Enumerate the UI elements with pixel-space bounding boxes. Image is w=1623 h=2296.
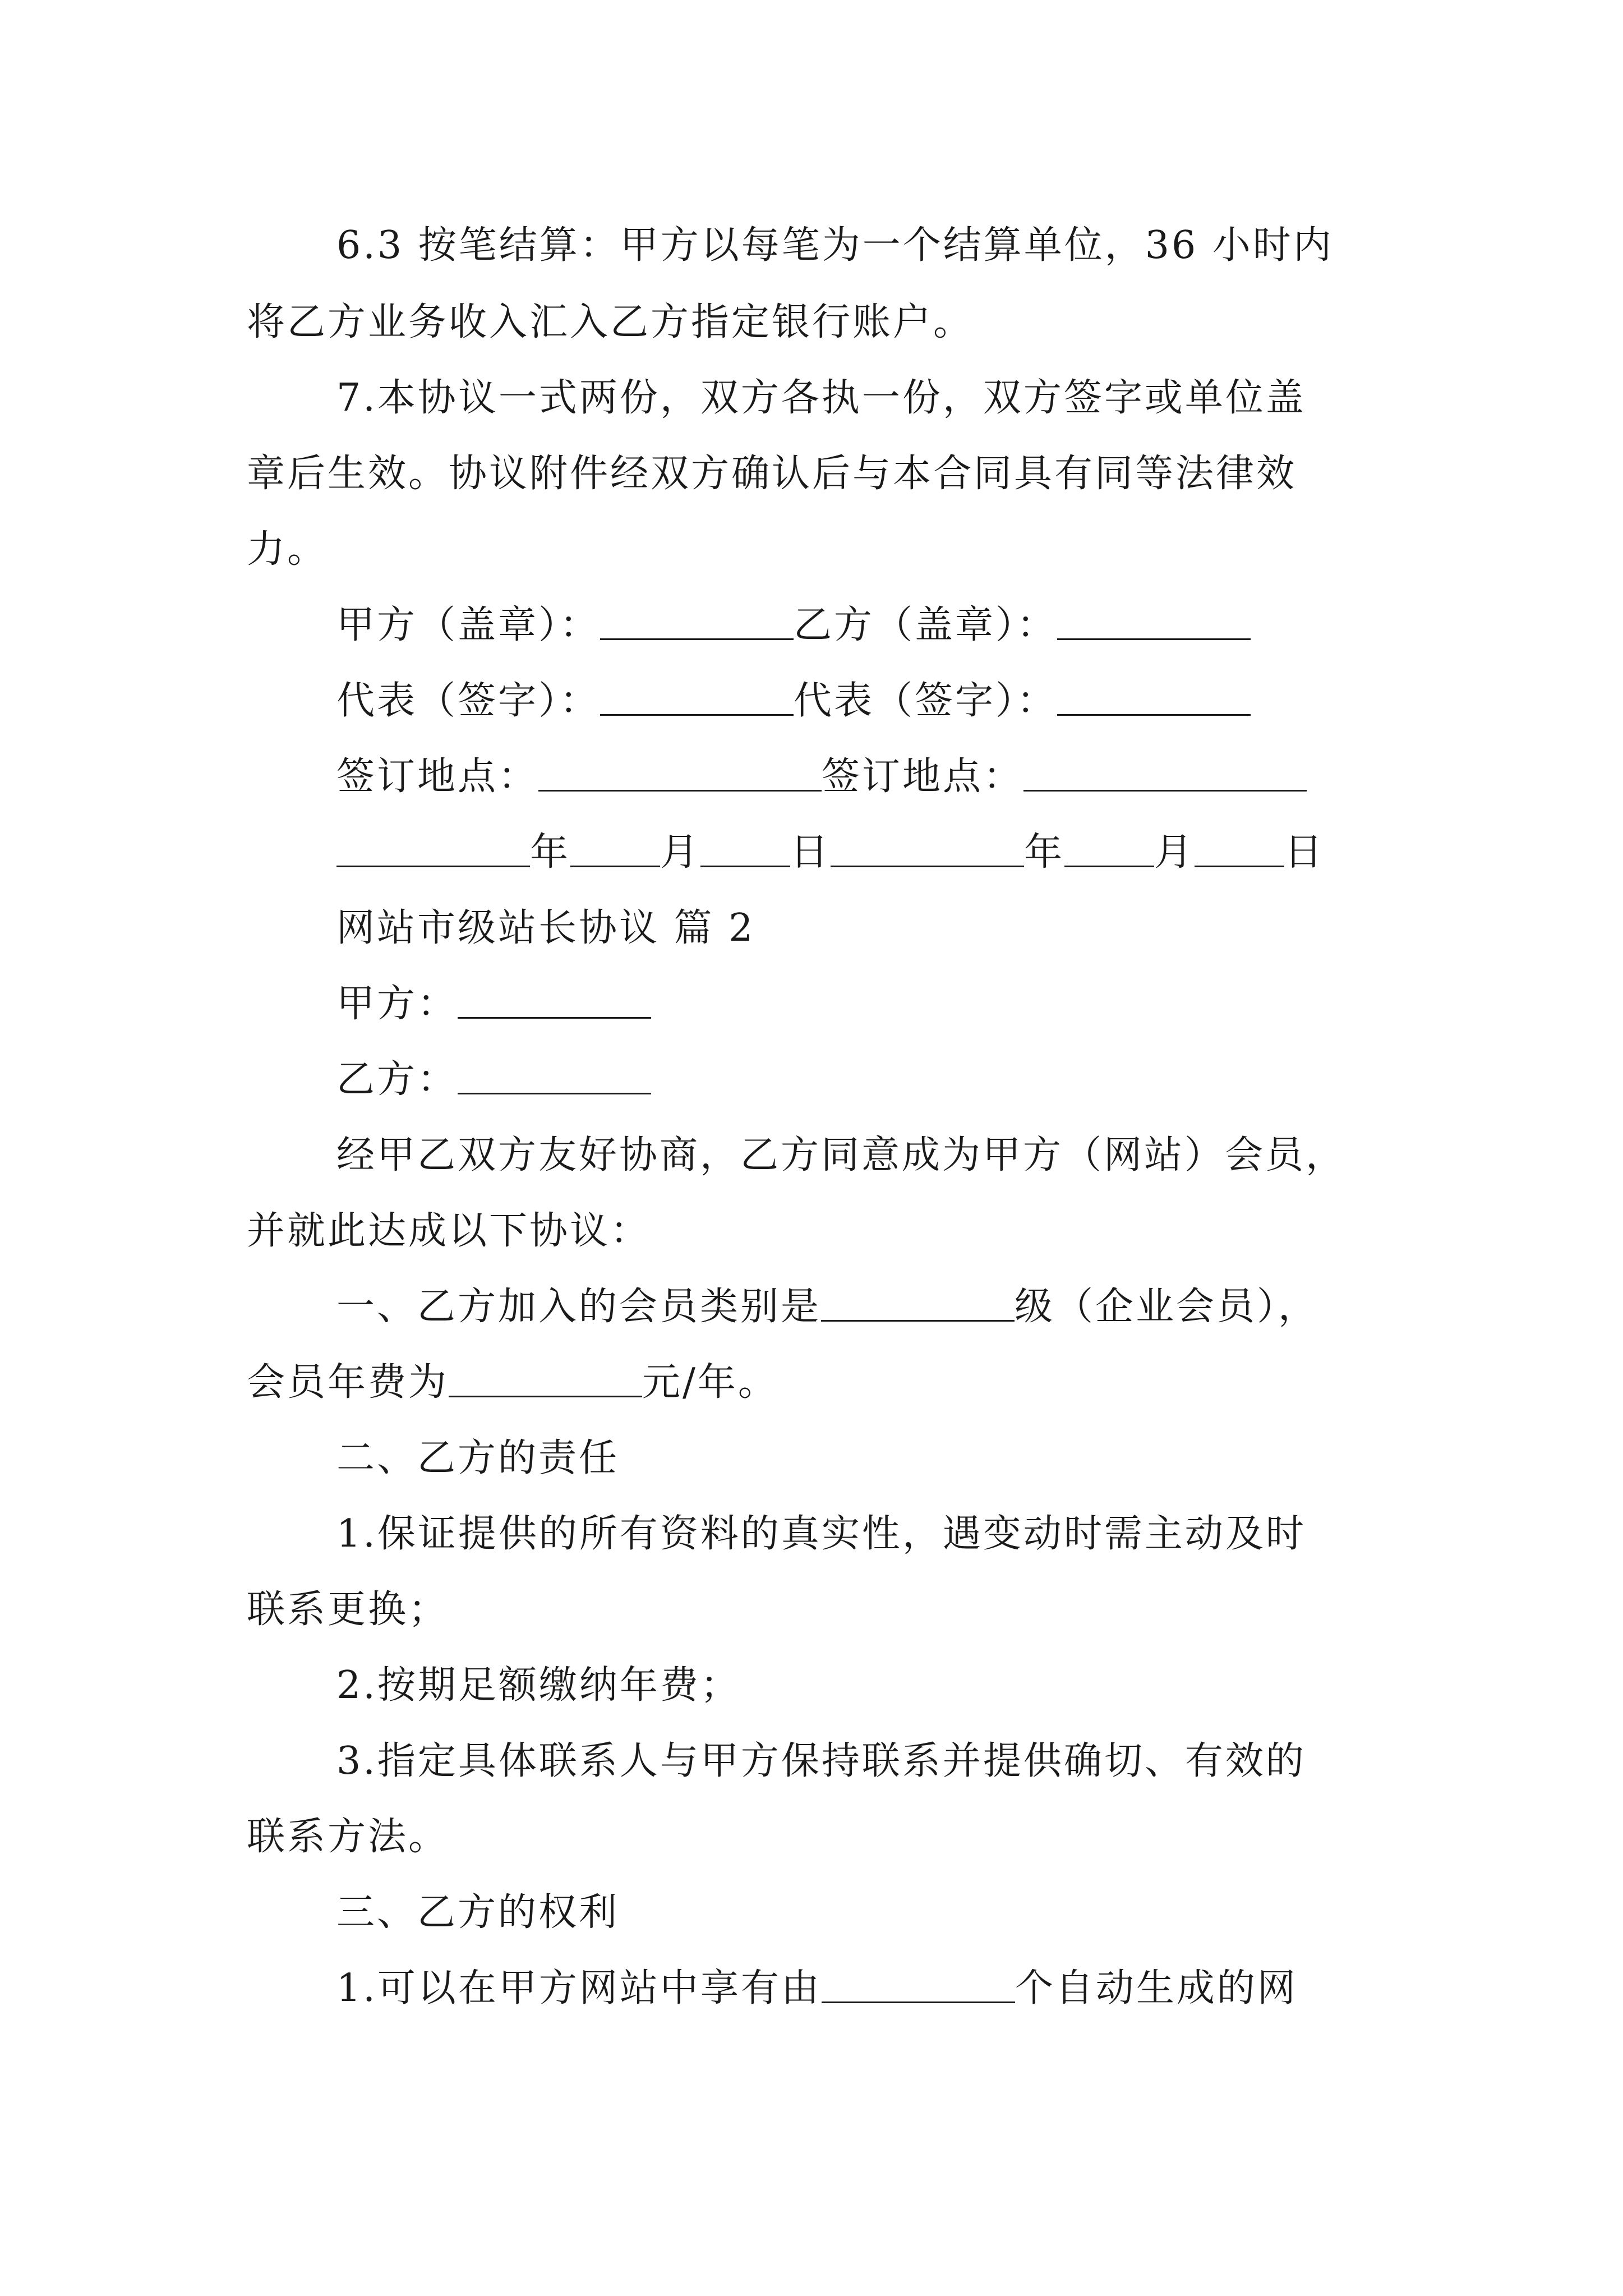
party-a-place-blank[interactable] bbox=[538, 756, 822, 792]
clause-1-line-1 bbox=[0, 1279, 1623, 1335]
responsibility-1-line-2: 联系更换； bbox=[247, 1588, 449, 1632]
intro-line-2: 并就此达成以下协议： bbox=[247, 1209, 651, 1253]
signature-rep-row bbox=[0, 673, 1623, 729]
party-a-rep-label: 代表（签字）： bbox=[336, 679, 601, 723]
clause-1-text-pre: 一、乙方加入的会员类别是 bbox=[336, 1285, 822, 1329]
party-a-row bbox=[0, 976, 1623, 1032]
party-b-day-blank[interactable] bbox=[1195, 832, 1284, 867]
right-1-line-1 bbox=[0, 1961, 1623, 2017]
year-label: 年 bbox=[1024, 830, 1065, 875]
year-label: 年 bbox=[530, 830, 571, 875]
day-label: 日 bbox=[1284, 830, 1325, 875]
responsibility-3-line-2: 联系方法。 bbox=[247, 1815, 449, 1859]
signing-place-row bbox=[0, 749, 1623, 805]
month-label: 月 bbox=[660, 830, 701, 875]
party-b-place-label: 签订地点： bbox=[822, 754, 1024, 799]
party-b-rep-label: 代表（签字）： bbox=[794, 679, 1058, 723]
paragraph-7-line-1: 7.本协议一式两份，双方各执一份，双方签字或单位盖 bbox=[336, 376, 1306, 420]
right-1-text-post: 个自动生成的网 bbox=[1015, 1966, 1298, 2010]
annual-fee-blank[interactable] bbox=[449, 1362, 642, 1397]
right-1-text-pre: 1.可以在甲方网站中享有由 bbox=[336, 1966, 822, 2010]
party-b-row bbox=[0, 1052, 1623, 1108]
clause-1-line-2 bbox=[0, 1355, 1623, 1411]
party-b-blank[interactable] bbox=[458, 1059, 651, 1094]
signature-seal-row bbox=[0, 597, 1623, 654]
month-label: 月 bbox=[1154, 830, 1195, 875]
clause-1-text-post: 级（企业会员）， bbox=[1015, 1285, 1319, 1329]
party-b-year-blank[interactable] bbox=[831, 832, 1024, 867]
party-a-rep-blank[interactable] bbox=[600, 680, 794, 716]
auto-generated-count-blank[interactable] bbox=[822, 1968, 1015, 2003]
paragraph-6-3-line-1: 6.3 按笔结算：甲方以每笔为一个结算单位，36 小时内 bbox=[336, 223, 1334, 268]
section-2-title: 网站市级站长协议 篇 2 bbox=[336, 906, 755, 950]
paragraph-6-3-line-2: 将乙方业务收入汇入乙方指定银行账户。 bbox=[247, 300, 974, 344]
party-a-day-blank[interactable] bbox=[700, 832, 790, 867]
party-a-month-blank[interactable] bbox=[570, 832, 660, 867]
responsibility-2: 2.按期足额缴纳年费； bbox=[336, 1663, 741, 1708]
party-b-month-blank[interactable] bbox=[1064, 832, 1154, 867]
party-b-label: 乙方： bbox=[336, 1057, 458, 1102]
party-a-seal-blank[interactable] bbox=[600, 605, 794, 640]
party-a-blank[interactable] bbox=[458, 983, 651, 1019]
party-a-seal-label: 甲方（盖章）： bbox=[336, 603, 601, 647]
responsibility-3-line-1: 3.指定具体联系人与甲方保持联系并提供确切、有效的 bbox=[336, 1739, 1306, 1783]
party-b-rep-blank[interactable] bbox=[1057, 680, 1251, 716]
party-a-year-blank[interactable] bbox=[336, 832, 530, 867]
paragraph-7-line-3: 力。 bbox=[247, 527, 328, 572]
responsibility-1-line-1: 1.保证提供的所有资料的真实性，遇变动时需主动及时 bbox=[336, 1512, 1306, 1556]
party-a-label: 甲方： bbox=[336, 982, 458, 1026]
party-a-place-label: 签订地点： bbox=[336, 754, 539, 799]
fee-text-pre: 会员年费为 bbox=[247, 1360, 449, 1405]
day-label: 日 bbox=[790, 830, 831, 875]
party-b-place-blank[interactable] bbox=[1023, 756, 1307, 792]
signing-date-row bbox=[0, 825, 1623, 881]
fee-text-post: 元/年。 bbox=[642, 1360, 778, 1405]
paragraph-7-line-2: 章后生效。协议附件经双方确认后与本合同具有同等法律效 bbox=[247, 452, 1297, 496]
heading-rights: 三、乙方的权利 bbox=[336, 1890, 620, 1935]
member-level-blank[interactable] bbox=[821, 1286, 1015, 1322]
intro-line-1: 经甲乙双方友好协商，乙方同意成为甲方（网站）会员， bbox=[336, 1133, 1347, 1177]
party-b-seal-label: 乙方（盖章）： bbox=[794, 603, 1058, 647]
heading-responsibilities: 二、乙方的责任 bbox=[336, 1436, 620, 1480]
party-b-seal-blank[interactable] bbox=[1057, 605, 1251, 640]
